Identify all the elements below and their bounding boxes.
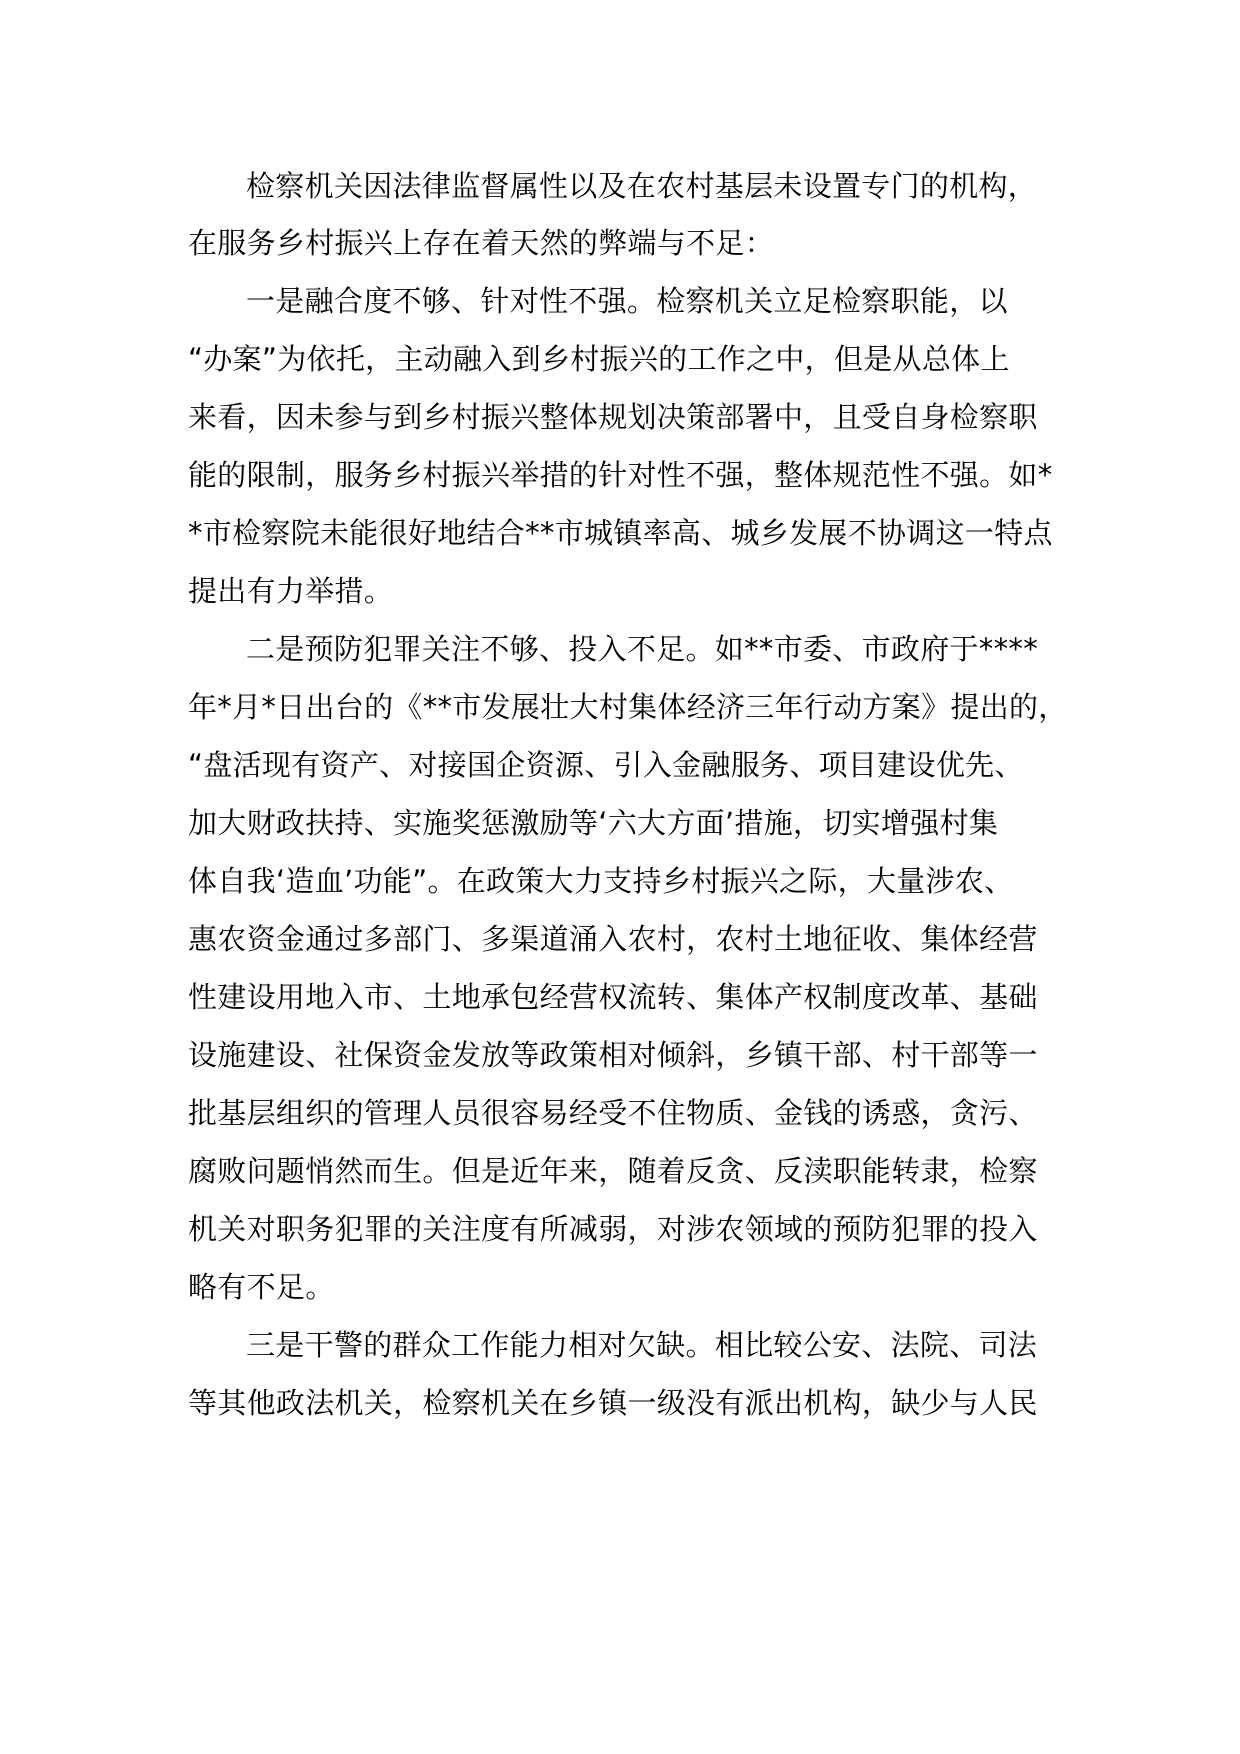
text-line: 惠农资金通过多部门、多渠道涌入农村，农村土地征收、集体经营 [188, 922, 1038, 956]
text-line: 等其他政法机关，检察机关在乡镇一级没有派出机构，缺少与人民 [188, 1386, 1038, 1420]
text-line: 能的限制，服务乡村振兴举措的针对性不强，整体规范性不强。如* [188, 458, 1053, 492]
text-line: 年*月*日出台的《**市发展壮大村集体经济三年行动方案》提出的， [188, 690, 1068, 724]
text-line: 加大财政扶持、实施奖惩激励等‘六大方面’措施，切实增强村集 [188, 806, 999, 840]
text-line: 体自我‘造血’功能”。在政策大力支持乡村振兴之际，大量涉农、 [188, 864, 1014, 898]
text-line: *市检察院未能很好地结合**市城镇率高、城乡发展不协调这一特点 [188, 516, 1053, 550]
text-line: 一是融合度不够、针对性不强。检察机关立足检察职能，以 [246, 284, 1008, 318]
text-line: 机关对职务犯罪的关注度有所减弱，对涉农领域的预防犯罪的投入 [188, 1212, 1038, 1246]
text-line: “办案”为依托，主动融入到乡村振兴的工作之中，但是从总体上 [188, 342, 1010, 376]
text-line: 腐败问题悄然而生。但是近年来，随着反贪、反渎职能转隶，检察 [188, 1154, 1038, 1188]
text-line: 提出有力举措。 [188, 574, 394, 608]
text-line: 在服务乡村振兴上存在着天然的弊端与不足： [188, 226, 775, 260]
text-line: 略有不足。 [188, 1270, 335, 1304]
text-line: 三是干警的群众工作能力相对欠缺。相比较公安、法院、司法 [246, 1328, 1038, 1362]
text-line: 性建设用地入市、土地承包经营权流转、集体产权制度改革、基础 [188, 980, 1038, 1014]
text-line: 检察机关因法律监督属性以及在农村基层未设置专门的机构， [246, 169, 1038, 203]
text-line: 设施建设、社保资金发放等政策相对倾斜，乡镇干部、村干部等一 [188, 1038, 1038, 1072]
text-line: “盘活现有资产、对接国企资源、引入金融服务、项目建设优先、 [188, 748, 1024, 782]
text-line: 二是预防犯罪关注不够、投入不足。如**市委、市政府于**** [246, 632, 1039, 666]
text-line: 批基层组织的管理人员很容易经受不住物质、金钱的诱惑，贪污、 [188, 1096, 1038, 1130]
text-line: 来看，因未参与到乡村振兴整体规划决策部署中，且受自身检察职 [188, 400, 1038, 434]
